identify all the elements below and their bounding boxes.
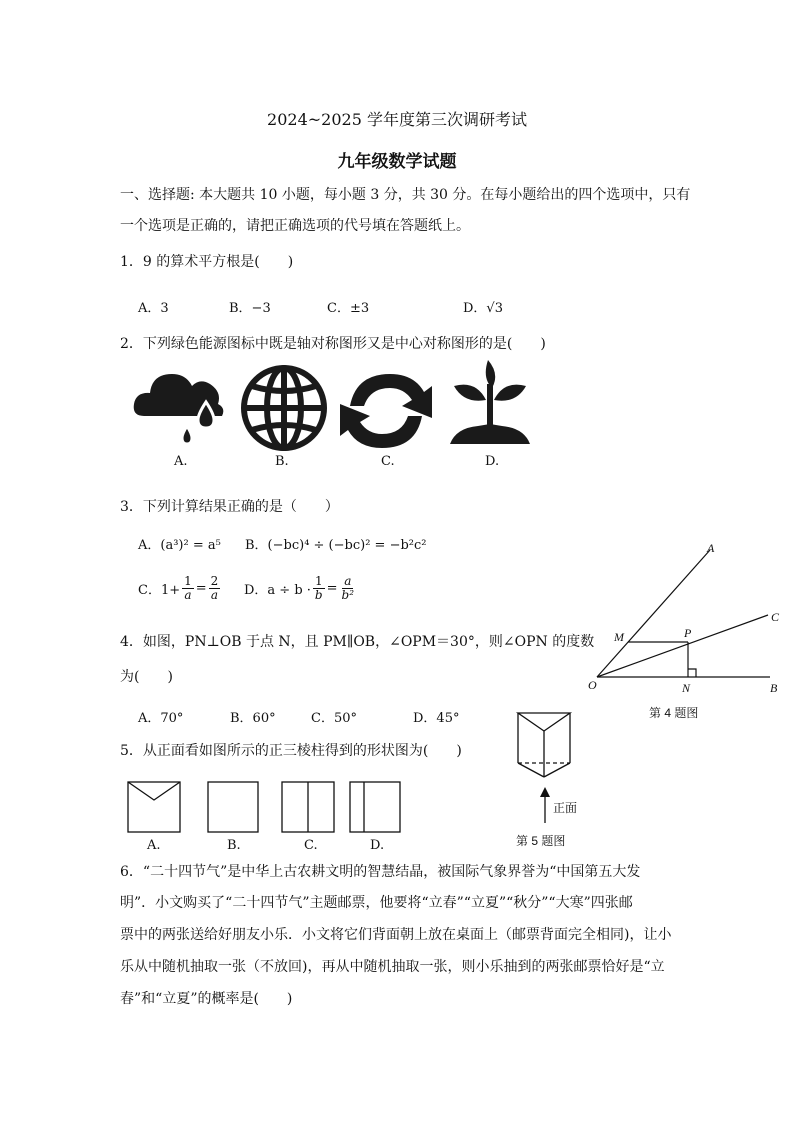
q6-line3: 票中的两张送给好朋友小乐．小文将它们背面朝上放在桌面上（邮票背面完全相同)，让小 (120, 927, 672, 943)
q1-option-d: D．√3 (463, 301, 503, 316)
q5-shape-a-fold (128, 782, 180, 800)
q5-option-d: D. (370, 838, 385, 853)
arrow-up-icon (540, 787, 550, 797)
q3-option-a: A．(a³)² = a⁵ (138, 538, 221, 553)
q5-figure-caption: 第 5 题图 (516, 834, 566, 848)
q4-label-a: A (707, 541, 715, 555)
section-intro-line1: 一、选择题: 本大题共 10 小题，每小题 3 分，共 30 分。在每小题给出的四个选项中，只有 (120, 187, 691, 203)
q3-c-frac2-den: a (210, 588, 219, 602)
q2-option-c: C. (381, 454, 395, 469)
q6-line1: 6．“二十四节气”是中华上古农耕文明的智慧结晶，被国际气象界誉为“中国第五大发 (120, 864, 641, 880)
exam-title: 2024~2025 学年度第三次调研考试 (267, 110, 527, 129)
q4-label-n: N (682, 681, 691, 695)
q3-d-frac2-den: b² (341, 588, 355, 602)
q4-option-b: B．60° (230, 711, 276, 726)
q4-stem-line1: 4．如图，PN⊥OB 于点 N，且 PM∥OB，∠OPM＝30°，则∠OPN 的度数 (120, 634, 595, 650)
q5-option-b: B. (227, 838, 241, 853)
q4-option-d: D．45° (413, 711, 460, 726)
q5-option-c: C. (304, 838, 318, 853)
q3-option-c-prefix: C．1+ (138, 583, 181, 598)
q2-option-b: B. (275, 454, 289, 469)
q3-option-d (244, 575, 358, 602)
q4-label-o: O (588, 678, 597, 692)
q5-option-a: A. (147, 838, 161, 853)
q4-figure-caption: 第 4 题图 (649, 706, 699, 720)
q4-option-c: C．50° (311, 711, 357, 726)
sprout-icon (446, 358, 536, 450)
globe-icon (238, 362, 330, 454)
q4-label-b: B (770, 681, 778, 695)
q4-geometry-figure (585, 540, 785, 700)
q6-line2: 明”．小文购买了“二十四节气”主题邮票，他要将“立春”“立夏”“秋分”“大寒”四张邮 (120, 895, 633, 911)
q3-stem: 3．下列计算结果正确的是（ ） (120, 499, 339, 515)
q5-option-shapes (124, 778, 424, 838)
q5-shape-a (128, 782, 180, 832)
q3-option-c (138, 575, 222, 602)
q2-option-a: A. (174, 454, 188, 469)
q2-stem: 2．下列绿色能源图标中既是轴对称图形又是中心对称图形的是( ) (120, 336, 546, 352)
q1-stem: 1．9 的算术平方根是( ) (120, 254, 294, 270)
q4-label-c: C (771, 610, 780, 624)
q3-d-equals: = (326, 581, 338, 596)
q5-shape-d (350, 782, 400, 832)
q4-label-p: P (684, 626, 692, 640)
q1-option-a: A．3 (138, 301, 169, 316)
q3-c-frac2-num: 2 (210, 574, 219, 588)
recycle-arrows-icon (336, 366, 436, 456)
q5-stem: 5．从正面看如图所示的正三棱柱得到的形状图为( ) (120, 743, 462, 759)
q5-front-label: 正面 (553, 801, 578, 815)
q4-label-m: M (614, 630, 624, 644)
section-intro-line2: 一个选项是正确的，请把正确选项的代号填在答题纸上。 (120, 218, 470, 234)
q3-d-frac1-num: 1 (314, 574, 323, 588)
q4-option-a: A．70° (138, 711, 184, 726)
q3-d-frac2-num: a (344, 574, 352, 588)
q1-option-c: C．±3 (327, 301, 370, 316)
q3-c-frac1-num: 1 (184, 574, 192, 588)
q6-line5: 春”和“立夏”的概率是( ) (120, 991, 293, 1007)
q1-option-b: B．−3 (229, 301, 271, 316)
cloud-rain-icon (130, 362, 230, 450)
q3-c-equals: = (195, 581, 207, 596)
q3-option-d-prefix: D．a ÷ b · (244, 583, 311, 598)
q6-line4: 乐从中随机抽取一张（不放回)，再从中随机抽取一张，则小乐抽到的两张邮票恰好是“立 (120, 959, 665, 975)
q4-stem-line2: 为( ) (120, 669, 173, 685)
q2-option-d: D. (485, 454, 500, 469)
q3-d-frac1-den: b (314, 588, 323, 602)
q5-shape-b (208, 782, 258, 832)
exam-subtitle: 九年级数学试题 (337, 152, 457, 172)
q3-option-b: B．(−bc)⁴ ÷ (−bc)² = −b²c² (245, 538, 427, 553)
q3-c-frac1-den: a (184, 588, 192, 602)
